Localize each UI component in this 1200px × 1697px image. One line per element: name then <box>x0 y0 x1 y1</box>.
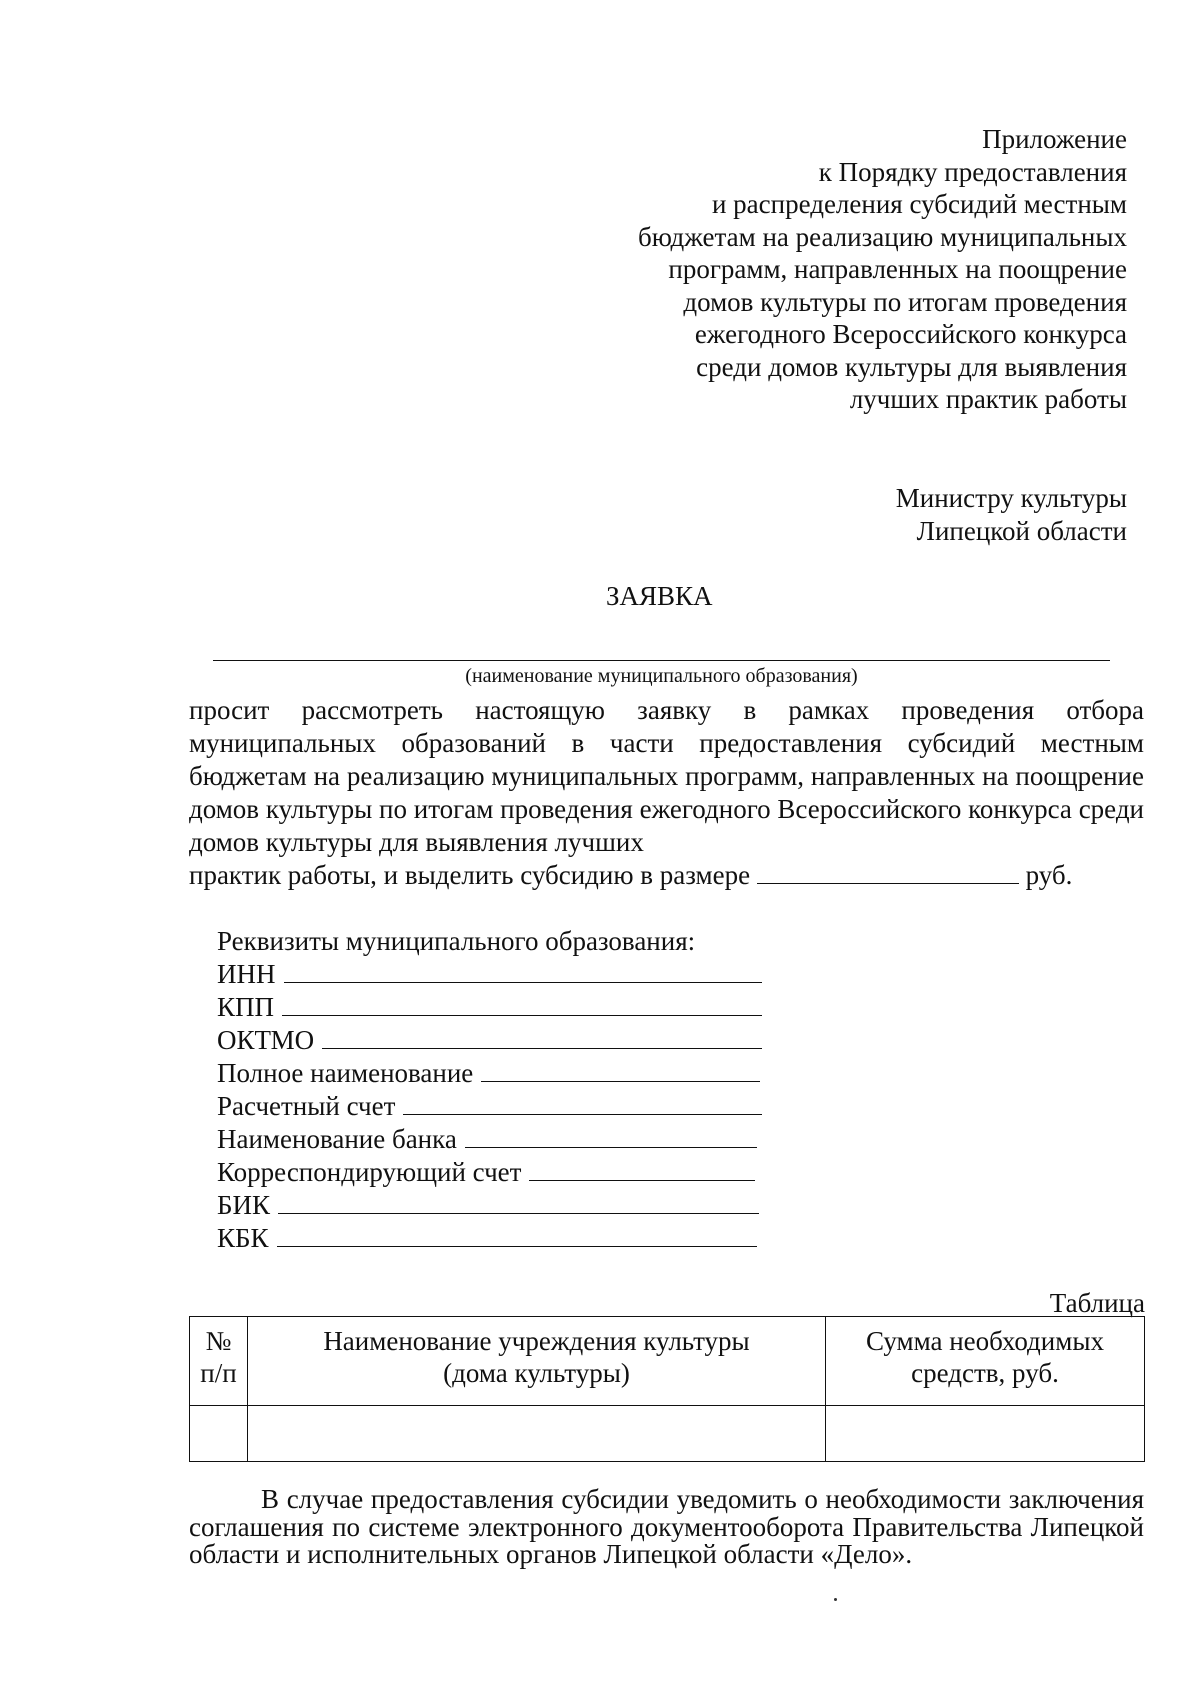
header-num-line-2: п/п <box>200 1358 237 1388</box>
institutions-table <box>189 1316 1145 1462</box>
requisite-oktmo <box>217 1024 762 1057</box>
header-num <box>190 1317 248 1406</box>
header-name-line-1: Наименование учреждения культуры <box>323 1326 750 1356</box>
requisite-blank <box>403 1092 762 1115</box>
org-name-blank <box>213 660 1110 661</box>
addressee <box>627 482 1127 547</box>
requisite-label: Полное наименование <box>217 1058 474 1088</box>
requisite-label: КПП <box>217 992 275 1022</box>
requisite-account <box>217 1090 762 1123</box>
document-title: ЗАЯВКА <box>606 581 713 611</box>
requisite-full-name <box>217 1057 760 1090</box>
table-cell-name <box>248 1406 826 1462</box>
appendix-line: программ, направленных на поощрение <box>668 254 1127 284</box>
requisite-kbk <box>217 1222 757 1255</box>
requisites-block <box>217 925 757 1255</box>
requisites-heading: Реквизиты муниципального образования: <box>217 926 696 956</box>
appendix-line: домов культуры по итогам проведения <box>683 286 1127 317</box>
currency-label: руб. <box>1025 860 1073 890</box>
addressee-line-2: Липецкой области <box>916 515 1127 546</box>
table-row <box>190 1406 1145 1462</box>
appendix-header <box>507 123 1127 416</box>
appendix-line: к Порядку предоставления <box>818 156 1127 187</box>
requisite-bank-name <box>217 1123 757 1156</box>
header-name <box>248 1317 826 1406</box>
requisite-label: КБК <box>217 1223 269 1253</box>
header-sum <box>826 1317 1145 1406</box>
table-cell-sum <box>826 1406 1145 1462</box>
requisite-label: ОКТМО <box>217 1025 315 1055</box>
requisite-blank <box>322 1026 762 1049</box>
table-cell-num <box>190 1406 248 1462</box>
header-name-line-2: (дома культуры) <box>443 1358 630 1388</box>
requisite-blank <box>282 993 762 1016</box>
appendix-line: Приложение <box>982 124 1127 154</box>
request-paragraph <box>189 694 1144 892</box>
requisite-inn <box>217 958 762 991</box>
header-num-line-1: № <box>205 1326 232 1356</box>
appendix-line: среди домов культуры для выявления <box>696 351 1127 382</box>
table-header-row <box>190 1317 1145 1406</box>
org-name-caption: (наименование муниципального образования) <box>465 665 858 687</box>
scan-speck <box>834 1598 837 1601</box>
requisite-bik <box>217 1189 759 1222</box>
request-last-line <box>189 859 1144 892</box>
requisite-label: ИНН <box>217 959 276 989</box>
header-sum-line-1: Сумма необходимых <box>866 1326 1104 1356</box>
requisite-blank <box>529 1158 755 1181</box>
requisite-label: БИК <box>217 1190 271 1220</box>
appendix-line: и распределения субсидий местным <box>711 189 1127 219</box>
requisite-blank <box>277 1224 757 1247</box>
requisite-kpp <box>217 991 762 1024</box>
table-caption: Таблица <box>1049 1288 1145 1318</box>
appendix-line: лучших практик работы <box>849 384 1127 414</box>
request-last-line-text: практик работы, и выделить субсидию в размере <box>189 860 751 890</box>
requisite-blank <box>278 1191 759 1214</box>
requisite-blank <box>284 960 763 983</box>
requisite-label: Расчетный счет <box>217 1091 396 1121</box>
subsidy-amount-blank <box>757 861 1019 884</box>
appendix-line: ежегодного Всероссийского конкурса <box>694 319 1127 349</box>
appendix-line: бюджетам на реализацию муниципальных <box>637 221 1127 252</box>
requisite-label: Корреспондирующий счет <box>217 1157 522 1187</box>
addressee-line-1: Министру культуры <box>895 483 1127 513</box>
header-sum-line-2: средств, руб. <box>911 1358 1059 1388</box>
requisite-corr-account <box>217 1156 755 1189</box>
requisite-blank <box>481 1059 760 1082</box>
requisite-label: Наименование банка <box>217 1124 457 1154</box>
request-body: просит рассмотреть настоящую заявку в рамках проведения отбора муниципальных образований в части предоставления субсидий местным бюджетам на реализацию муниципальных программ, направленных на поощрение домов культуры по итогам проведения ежегодного Всероссийского конкурса среди домов культуры для выявления лучших <box>189 695 1144 857</box>
notice-paragraph: В случае предоставления субсидии уведомить о необходимости заключения соглашения по системе электронного документооборота Правительства Липецкой области и исполнительных органов Липецкой области «Дело». <box>189 1484 1144 1569</box>
requisite-blank <box>465 1125 757 1148</box>
